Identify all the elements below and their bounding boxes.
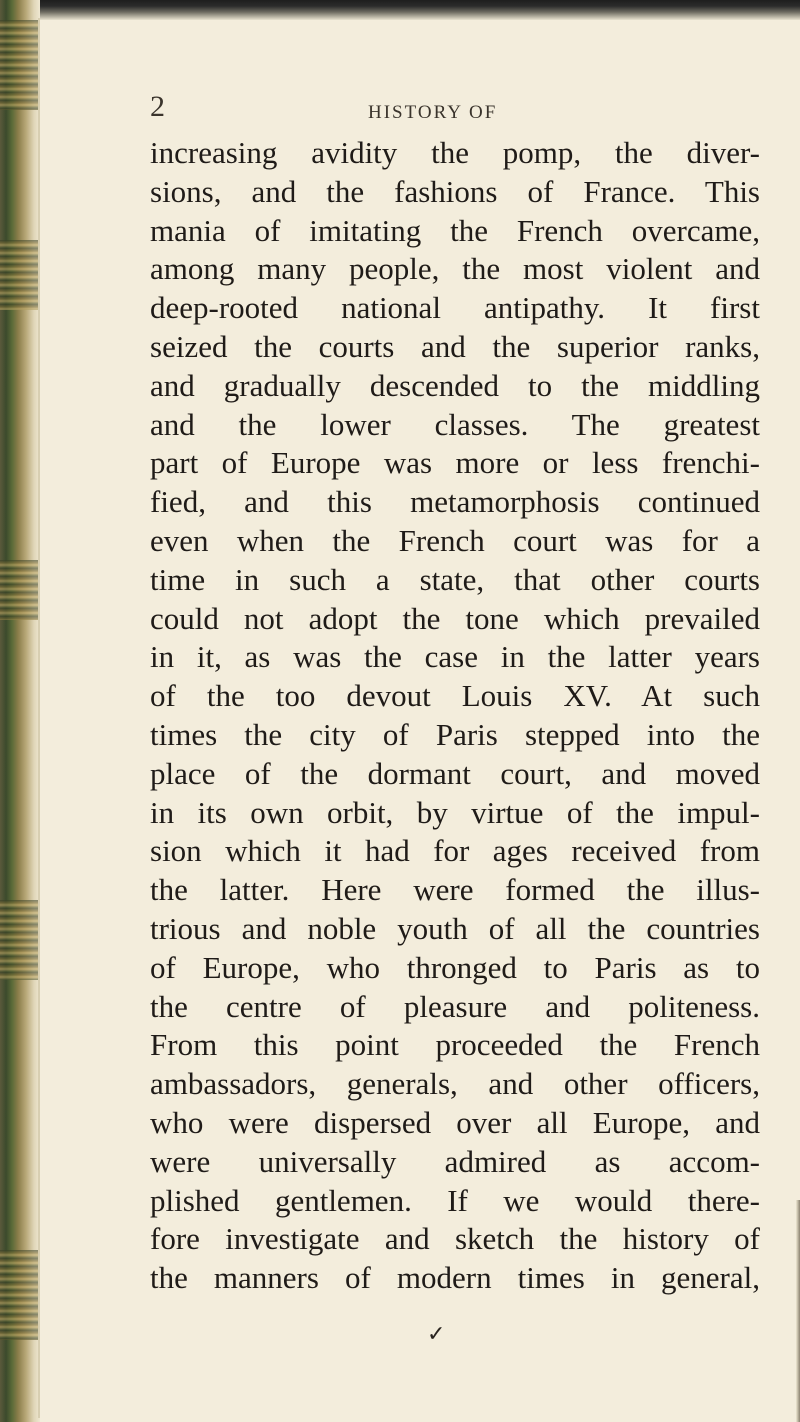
text-line: the centre of pleasure and politeness. (150, 988, 760, 1024)
text-line: time in such a state, that other courts (150, 561, 760, 597)
page-number: 2 (150, 90, 165, 123)
book-binding (0, 0, 40, 1422)
text-line: plished gentlemen. If we would there- (150, 1182, 760, 1218)
text-line: place of the dormant court, and moved (150, 755, 760, 791)
text-line: From this point proceeded the French (150, 1027, 760, 1063)
text-line: and the lower classes. The greatest (150, 406, 760, 442)
text-line: deep-rooted national antipathy. It first (150, 290, 760, 326)
text-line: sions, and the fashions of France. This (150, 173, 760, 209)
binding-band (0, 1250, 40, 1340)
text-line: fied, and this metamorphosis continued (150, 484, 760, 520)
text-line: who were dispersed over all Europe, and (150, 1104, 760, 1140)
text-line: mania of imitating the French overcame, (150, 212, 760, 248)
text-line: in its own orbit, by virtue of the impul- (150, 794, 760, 830)
text-line: even when the French court was for a (150, 522, 760, 558)
text-line: were universally admired as accom- (150, 1143, 760, 1179)
text-line: fore investigate and sketch the history of (150, 1221, 760, 1257)
text-line: trious and noble youth of all the countries (150, 910, 760, 946)
text-line: seized the courts and the superior ranks, (150, 328, 760, 364)
text-line: increasing avidity the pomp, the diver- (150, 135, 760, 170)
binding-band (0, 240, 40, 310)
text-line: sion which it had for ages received from (150, 833, 760, 869)
text-line: times the city of Paris stepped into the (150, 716, 760, 752)
page-top-edge (30, 0, 800, 20)
page-edge-shadow (796, 1200, 800, 1422)
text-line: and gradually descended to the middling (150, 367, 760, 403)
binding-band (0, 900, 40, 980)
signature-mark: ✓ (427, 1322, 446, 1347)
text-line: the latter. Here were formed the illus- (150, 872, 760, 908)
body-text (150, 134, 760, 1298)
text-line: the manners of modern times in general, (150, 1260, 760, 1296)
binding-band (0, 20, 40, 110)
text-line: part of Europe was more or less frenchi- (150, 445, 760, 481)
binding-band (0, 560, 40, 620)
text-line: could not adopt the tone which prevailed (150, 600, 760, 636)
page-header (150, 90, 710, 130)
running-head: HISTORY OF (368, 102, 498, 123)
page-gutter-line (38, 18, 40, 1418)
text-line: of the too devout Louis XV. At such (150, 678, 760, 714)
text-line: among many people, the most violent and (150, 251, 760, 287)
text-line: in it, as was the case in the latter years (150, 639, 760, 675)
text-line: ambassadors, generals, and other officers, (150, 1066, 760, 1102)
text-line: of Europe, who thronged to Paris as to (150, 949, 760, 985)
